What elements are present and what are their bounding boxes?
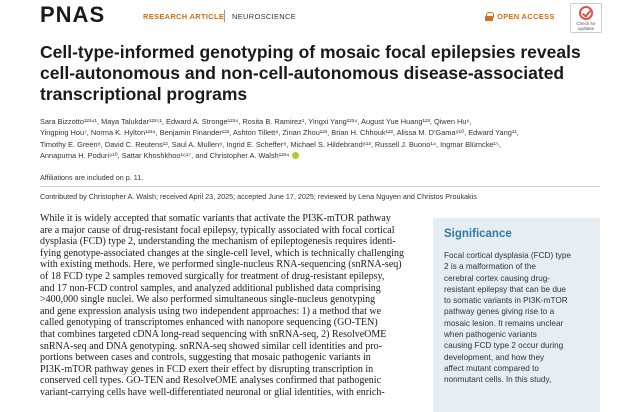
updates-label-line2: updates [577,26,594,31]
check-updates-icon [579,6,593,20]
significance-title: Significance [444,228,512,240]
significance-line: Focal cortical dysplasia (FCD) type [444,251,571,260]
author-list [40,116,600,161]
subject-label[interactable]: NEUROSCIENCE [232,12,297,21]
significance-line: causing FCD type 2 occur during [444,341,564,351]
abstract-line: While it is widely accepted that somatic variants that activate the PI3K-mTOR pathway [40,213,391,224]
header-divider [224,10,225,22]
abstract-line: of 18 FCD type 2 samples removed surgically for treatment of drug-resistant epilepsy, [40,270,385,282]
abstract-line: portions between cases and controls, suggesting that mosaic pathogenic variants in [40,352,371,364]
abstract-line: are a major cause of drug-resistant focal epilepsy, typically associated with focal cortical [40,224,395,236]
significance-line: affect mutant compared to [444,363,539,373]
author-line [40,127,600,138]
abstract-line: that combines targeted cDNA long-read sequencing with snRNA-seq, 2) ResolveOME [40,328,387,340]
abstract-line: >400,000 single nuclei. We also performed simultaneous single-nucleus genotyping [40,294,376,306]
significance-box [433,218,600,412]
author-line [40,139,600,150]
article-type-label: RESEARCH ARTICLE [143,12,225,21]
article-title [40,42,600,105]
abstract [40,213,420,399]
author-line-text[interactable]: Annapurna H. Poduri⁹¹⁰, Sattar Khoshkhoo¹⁶¹⁷, and Christopher A. Walsh¹²³⁴ [40,150,290,160]
contribution-info: Contributed by Christopher A. Walsh; received April 23, 2025; accepted June 17, 2025; reviewed by Lena Nguyen and Christos Proukakis [40,192,477,201]
significance-text [444,250,590,386]
author-line [40,150,600,161]
updates-label-line1: Check for [576,21,596,26]
abstract-line: fying genotype-associated changes at the single-cell level, which is technically challenging [40,247,405,259]
author-line [40,116,600,127]
significance-line: development, and how they [444,352,545,362]
author-line-text[interactable]: Sara Bizzotto¹²³⁴¹, Maya Talukdar¹²³⁵¹, Edward A. Stronge¹²³⁴, Rosita B. Ramirez¹, Yingxi Yang¹²³⁴, August Yue Huang¹²³, Qiwen Hu⁶, [40,117,472,126]
significance-line: 2 is a malformation of the [444,262,536,272]
significance-line: when pathogenic variants [444,330,537,340]
journal-logo[interactable]: PNAS [40,2,106,27]
abstract-line: PI3K-mTOR pathway genes in FCD exert their effect by disrupting transcription in [40,363,374,375]
open-access-label: OPEN ACCESS [497,12,555,21]
significance-line: mosaic lesion. It remains unclear [444,318,564,328]
abstract-line: conserved cell types. GO-TEN and ResolveOME analyses confirmed that pathogenic [40,375,382,387]
title-line: Cell-type-informed genotyping of mosaic focal epilepsies reveals [40,42,581,62]
abstract-line: and 17 non-FCD control samples, and analyzed additional published data comprising [40,282,381,294]
title-line: transcriptional programs [40,84,248,104]
abstract-line: variant-carrying cells have well-differentiated neuronal or glial identities, with enrich- [40,386,385,398]
affiliations-note[interactable]: Affiliations are included on p. 11. [40,173,144,182]
journal-header [0,0,640,36]
significance-line: to somatic variants in PI3K-mTOR [444,296,568,306]
section-divider [40,186,600,187]
significance-line: cerebral cortex causing drug- [444,273,551,283]
abstract-line: snRNA-seq and DNA genotyping. snRNA-seq showed similar cell identities and pro- [40,340,382,352]
open-lock-icon [485,12,493,21]
abstract-line: and gene expression analysis using two independent approaches: 1) a method that we [40,305,382,317]
open-access-badge [485,12,555,21]
author-line-text[interactable]: Timothy E. Green⁸, David C. Reutens¹², Saul A. Mullen⁸, Ingrid E. Scheffer⁸, Michael S. Hildebrand⁸¹³, Russell J. Buono¹⁴, Ingmar Blümcke¹⁵, [40,139,502,149]
abstract-line: with existing methods. Here, we performed single-nucleus RNA-sequencing (snRNA-seq) [40,259,402,271]
significance-line: resistant epilepsy that can be due [444,284,566,294]
author-line-text[interactable]: Yingping Hou⁷, Norma K. Hylton¹²³⁴, Benjamin Finander¹²³, Ashton Tillett⁸, Zinan Zhou¹²³, Brian H. Chhouk¹²³, Alissa M. D'Gama⁹¹⁰, Edward Yang¹¹, [40,128,519,138]
orcid-icon[interactable] [292,152,299,159]
check-for-updates-button[interactable] [570,3,602,33]
abstract-line: called genotyping of transcriptomes enhanced with nanopore sequencing (GO-TEN) [40,317,378,329]
significance-line: pathway genes giving rise to a [444,307,555,317]
abstract-line: dysplasia (FCD) type 2, understanding the mechanism of epileptogenesis requires identi- [40,236,396,248]
title-line: cell-autonomous and non-cell-autonomous disease-associated [40,63,565,83]
significance-line: nonmutant cells. In this study, [444,375,552,385]
